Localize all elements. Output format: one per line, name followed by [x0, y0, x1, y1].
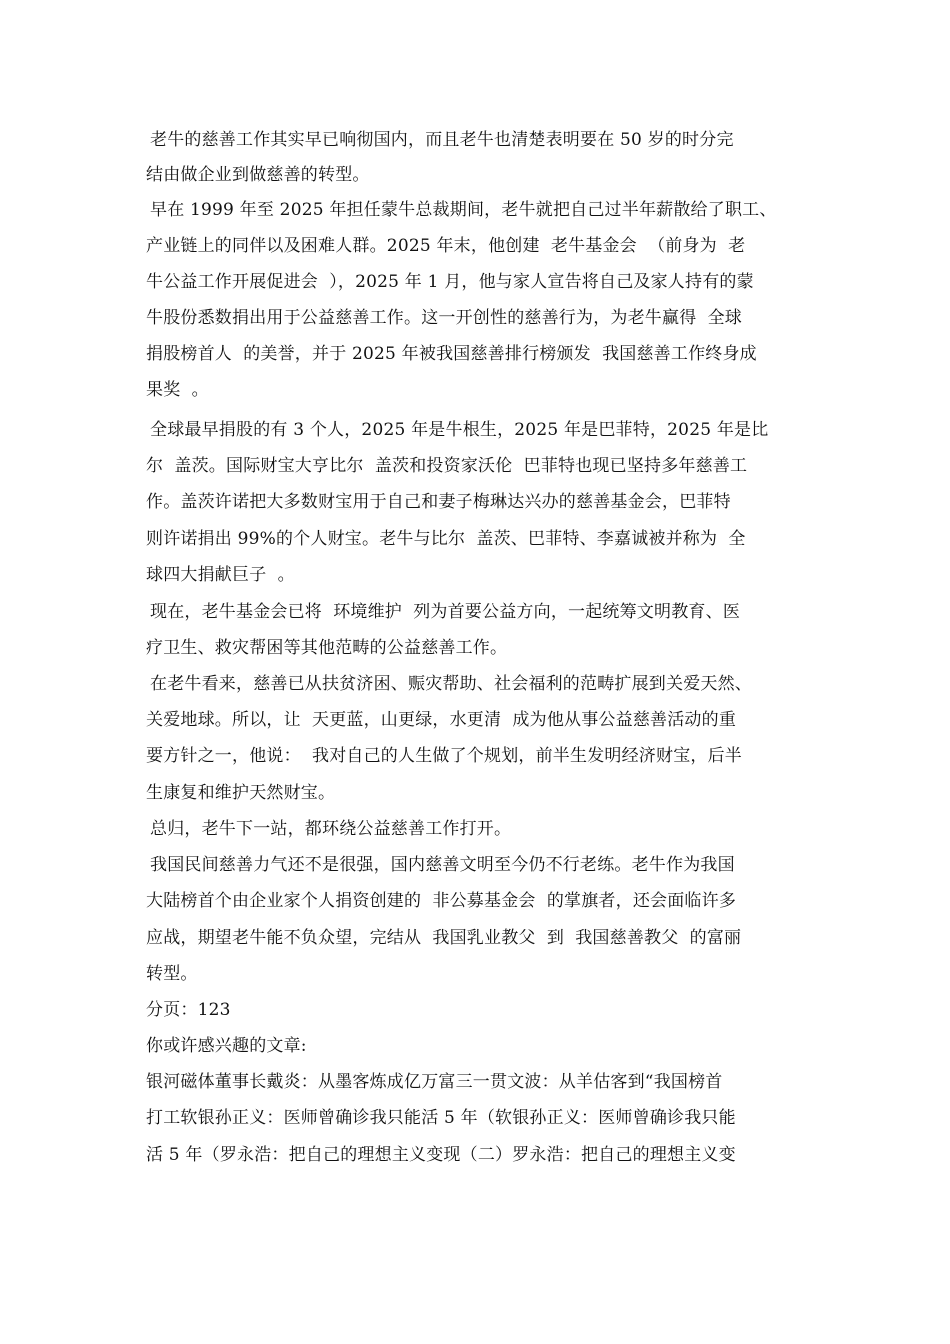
related-article-link[interactable]: 打工软银孙正义：医师曾确诊我只能活 5 年（软银孙正义：医师曾确诊我只能 — [146, 1108, 736, 1128]
related-heading: 你或许感兴趣的文章: — [146, 1036, 307, 1056]
article-line: 则许诺捐出 99%的个人财宝。老牛与比尔 盖茨、巴菲特、李嘉诚被并称为 全 — [146, 529, 746, 549]
article-line: 现在，老牛基金会已将 环境维护 列为首要公益方向，一起统筹文明教育、医 — [150, 602, 741, 622]
article-line: 全球最早捐股的有 3 个人，2025 年是牛根生，2025 年是巴菲特，2025 年是比 — [150, 420, 769, 440]
article-line: 应战，期望老牛能不负众望，完结从 我国乳业教父 到 我国慈善教父 的富丽 — [146, 928, 742, 948]
article-line: 大陆榜首个由企业家个人捐资创建的 非公募基金会 的掌旗者，还会面临许多 — [146, 891, 737, 911]
article-line: 早在 1999 年至 2025 年担任蒙牛总裁期间，老牛就把自己过半年薪散给了职工、 — [150, 200, 777, 220]
article-line: 老牛的慈善工作其实早已响彻国内，而且老牛也清楚表明要在 50 岁的时分完 — [150, 130, 734, 150]
article-line: 要方针之一，他说： 我对自己的人生做了个规划，前半生发明经济财宝，后半 — [146, 746, 743, 766]
article-line: 果奖 。 — [146, 380, 209, 400]
article-line: 结由做企业到做慈善的转型。 — [146, 165, 370, 185]
pagination-text: 分页：123 — [146, 1000, 231, 1020]
article-line: 生康复和维护天然财宝。 — [146, 783, 336, 803]
article-line: 牛公益工作开展促进会 ），2025 年 1 月，他与家人宣告将自己及家人持有的蒙 — [146, 272, 754, 292]
article-line: 在老牛看来，慈善已从扶贫济困、赈灾帮助、社会福利的范畴扩展到关爱天然、 — [150, 674, 752, 694]
article-line: 尔 盖茨。国际财宝大亨比尔 盖茨和投资家沃伦 巴菲特也现已坚持多年慈善工 — [146, 456, 748, 476]
article-line: 牛股份悉数捐出用于公益慈善工作。这一开创性的慈善行为，为老牛赢得 全球 — [146, 308, 743, 328]
article-line: 转型。 — [146, 964, 198, 984]
article-line: 捐股榜首人 的美誉，并于 2025 年被我国慈善排行榜颁发 我国慈善工作终身成 — [146, 344, 757, 364]
article-line: 球四大捐献巨子 。 — [146, 565, 295, 585]
article-line: 我国民间慈善力气还不是很强，国内慈善文明至今仍不行老练。老牛作为我国 — [150, 855, 735, 875]
article-line: 作。盖茨许诺把大多数财宝用于自己和妻子梅琳达兴办的慈善基金会，巴菲特 — [146, 492, 731, 512]
article-line: 关爱地球。所以，让 天更蓝，山更绿，水更清 成为他从事公益慈善活动的重 — [146, 710, 737, 730]
related-article-link[interactable]: 银河磁体董事长戴炎：从墨客炼成亿万富三一贯文波：从羊估客到“我国榜首 — [146, 1072, 723, 1092]
article-line: 疗卫生、救灾帮困等其他范畴的公益慈善工作。 — [146, 638, 508, 658]
article-line: 总归，老牛下一站，都环绕公益慈善工作打开。 — [150, 819, 512, 839]
article-line: 产业链上的同伴以及困难人群。2025 年末，他创建 老牛基金会 （前身为 老 — [146, 236, 746, 256]
related-article-link[interactable]: 活 5 年（罗永浩：把自己的理想主义变现（二）罗永浩：把自己的理想主义变 — [146, 1145, 736, 1165]
